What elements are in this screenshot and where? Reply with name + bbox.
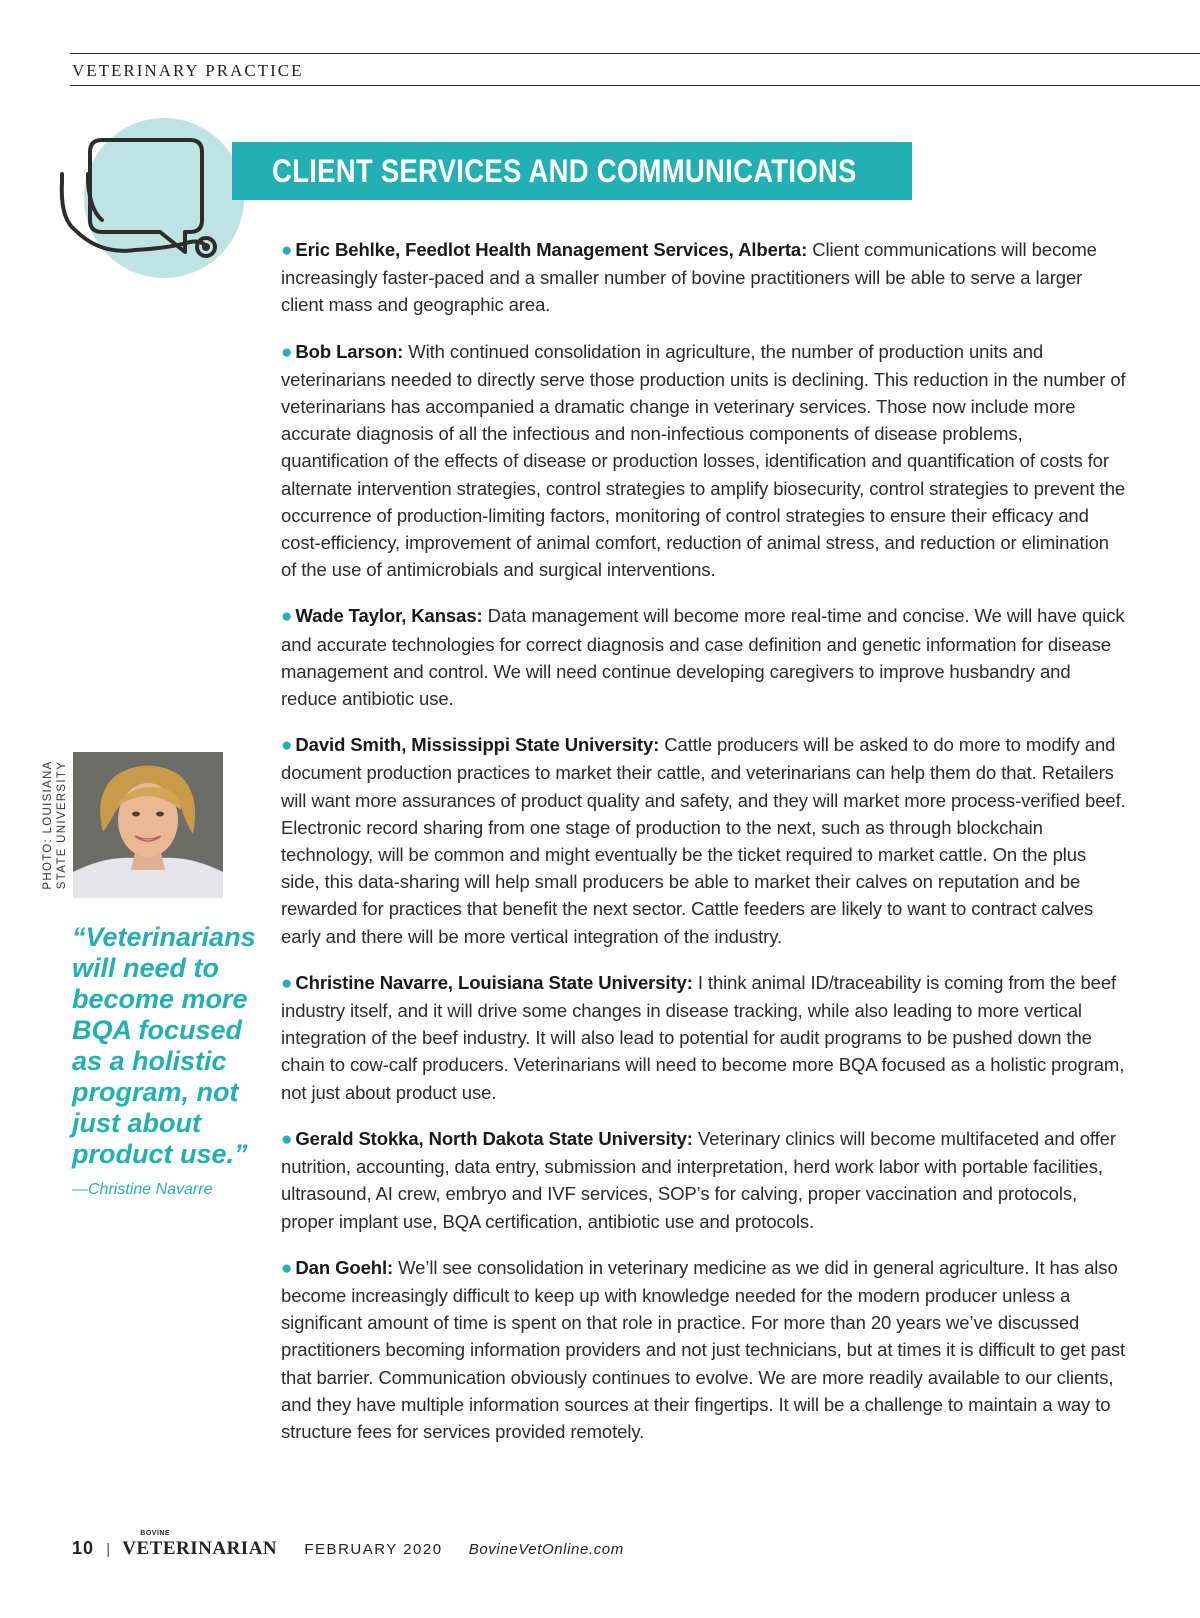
- page-number: 10: [72, 1538, 95, 1558]
- speaker-name: Christine Navarre, Louisiana State University:: [295, 971, 693, 993]
- entry-wade-taylor: [281, 602, 1126, 712]
- stethoscope-speech-bubble-icon: [40, 110, 260, 310]
- entry-christine-navarre: [281, 969, 1126, 1106]
- magazine-logo-small: BOVINE: [140, 1530, 171, 1537]
- magazine-logo-name: VETERINARIAN: [122, 1538, 278, 1559]
- bullet-dot-icon: ●: [281, 1257, 293, 1279]
- speaker-name: Eric Behlke, Feedlot Health Management Services, Alberta:: [295, 239, 808, 260]
- page-footer: [72, 1530, 624, 1560]
- entry-david-smith: [281, 731, 1126, 950]
- header-rule-top: [70, 53, 1200, 54]
- header-rule-bottom: [70, 85, 1200, 86]
- bullet-dot-icon: ●: [281, 735, 293, 757]
- entry-dan-goehl: [281, 1254, 1126, 1445]
- speaker-name: Dan Goehl:: [295, 1256, 394, 1278]
- portrait-photo: [73, 752, 223, 898]
- speaker-name: Gerald Stokka, North Dakota State University:: [295, 1127, 693, 1149]
- entry-text: Data management will become more real-time and concise. We will have quick and accurate technologies for correct diagnosis and case definition and genetic information for disease management and control. We will need continue developing caregivers to improve husbandry and reduce antibiotic use.: [281, 605, 1125, 710]
- pull-quote-attribution: —Christine Navarre: [72, 1181, 213, 1198]
- website-link[interactable]: BovineVetOnline.com: [468, 1541, 624, 1558]
- issue-date: FEBRUARY 2020: [304, 1541, 443, 1558]
- speaker-name: Bob Larson:: [295, 340, 404, 362]
- entry-bob-larson: [281, 338, 1126, 584]
- footer-separator: |: [106, 1541, 111, 1558]
- entry-text: Client communications will become increasingly faster-paced and a smaller number of bovine practitioners will be able to serve a larger client mass and geographic area.: [281, 239, 1097, 316]
- entry-text: Veterinary clinics will become multifaceted and offer nutrition, accounting, data entry, submission and interpretation, herd work labor with portable facilities, ultrasound, AI crew, embryo and IVF services, SOP’s for calving, proper vaccination and protocols, proper implant use, BQA certification, antibiotic use and protocols.: [281, 1127, 1116, 1232]
- speaker-name: David Smith, Mississippi State University:: [295, 734, 660, 756]
- entry-text: Cattle producers will be asked to do more to modify and document production practices to market their cattle, and veterinarians can help them do that. Retailers will want more assurances of product quality and safety, and they will market more process-verified beef. Electronic record sharing from one stage of production to the next, such as through blockchain technology, will be common and might eventually be the ticket required to market cattle. On the plus side, this data-sharing will help small producers be able to market their calves on reputation and be rewarded for practices that benefit the next sector. Cattle feeders are likely to want to contract calves early and there will be more vertical integration of the industry.: [281, 734, 1126, 947]
- entry-eric-behlke: [281, 236, 1126, 319]
- magazine-logo: [122, 1530, 282, 1559]
- photo-credit: PHOTO: LOUISIANA STATE UNIVERSITY: [42, 760, 68, 890]
- pull-quote: “Veterinarians will need to become more BQA focused as a holistic program, not just about product use.”: [72, 922, 256, 1169]
- speaker-name: Wade Taylor, Kansas:: [295, 605, 483, 627]
- bullet-dot-icon: ●: [281, 341, 293, 363]
- page-title: CLIENT SERVICES AND COMMUNICATIONS: [272, 153, 857, 189]
- entry-gerald-stokka: [281, 1125, 1126, 1235]
- bullet-dot-icon: ●: [281, 972, 293, 994]
- section-label: VETERINARY PRACTICE: [72, 61, 304, 80]
- entry-text: We’ll see consolidation in veterinary medicine as we did in general agriculture. It has also become increasingly difficult to keep up with knowledge needed for the modern producer unless a significant amount of time is spent on that role in practice. For more than 20 years we’ve discussed practitioners becoming information providers and not just technicians, but at times it is difficult to get past that barrier. Communication obviously continues to evolve. We are more readily available to our clients, and they have multiple information sources at their fingertips. It will be a challenge to maintain a way to structure fees for services provided remotely.: [281, 1256, 1126, 1442]
- bullet-dot-icon: ●: [281, 1128, 293, 1150]
- bullet-dot-icon: ●: [281, 606, 293, 628]
- entries-list: [281, 236, 1126, 1464]
- bullet-dot-icon: ●: [281, 240, 293, 261]
- entry-text: I think animal ID/traceability is coming from the beef industry itself, and it will drive some changes in disease tracking, while also leading to more vertical integration of the beef industry. It will also lead to potential for audit programs to be pushed down the chain to cow-calf producers. Veterinarians will need to become more BQA focused as a holistic program, not just about product use.: [281, 971, 1125, 1103]
- title-banner: [232, 142, 912, 200]
- entry-text: With continued consolidation in agriculture, the number of production units and veterinarians needed to directly serve those production units is declining. This reduction in the number of veterinarians has accompanied a dramatic change in veterinary services. Those now include more accurate diagnosis of all the infectious and non-infectious components of disease problems, quantification of the effects of disease or production losses, identification and quantification of costs for alternate intervention strategies, control strategies to amplify biosecurity, control strategies to prevent the occurrence of production-limiting factors, monitoring of control strategies to ensure their efficacy and cost-efficiency, improvement of animal comfort, reduction of animal stress, and reduction or elimination of the use of antimicrobials and surgical interventions.: [281, 340, 1126, 581]
